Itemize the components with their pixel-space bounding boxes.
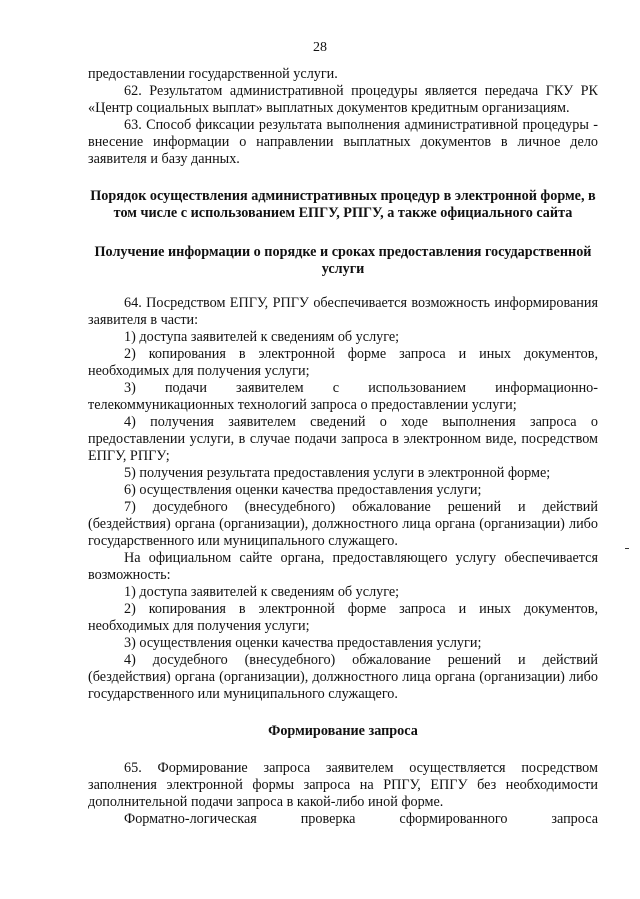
list-item-64-7: 7) досудебного (внесудебного) обжалование решений и действий (бездействия) органа (организации), должностного лица органа (организации) либо государственного или муниципального служащего. [88, 499, 598, 549]
paragraph-64: 64. Посредством ЕПГУ, РПГУ обеспечивается возможность информирования заявителя в части: [88, 295, 598, 328]
paragraph-63: 63. Способ фиксации результата выполнения административной процедуры - внесение информации о направлении выплатных документов в личное дело заявителя и базу данных. [88, 117, 598, 167]
paragraph-65: 65. Формирование запроса заявителем осуществляется посредством заполнения электронной формы запроса на РПГУ, ЕПГУ без необходимости дополнительной подачи запроса в какой-либо иной форме. [88, 760, 598, 810]
paragraph-62: 62. Результатом административной процедуры является передача ГКУ РК «Центр социальных выплат» выплатных документов кредитным организациям. [88, 83, 598, 116]
page-number: 28 [313, 40, 327, 55]
site-item-1: 1) доступа заявителей к сведениям об услуге; [124, 584, 400, 600]
paragraph-official-site: На официальном сайте органа, предоставляющего услугу обеспечивается возможность: [88, 550, 598, 583]
paragraph-continuation: предоставлении государственной услуги. [88, 66, 338, 82]
site-item-4: 4) досудебного (внесудебного) обжалование решений и действий (бездействия) органа (организации), должностного лица органа (организации) либо государственного или муниципального служащего. [88, 652, 598, 702]
margin-mark [625, 548, 629, 549]
site-item-3: 3) осуществления оценки качества предоставления услуги; [124, 635, 482, 651]
section-heading-electronic-procedures: Порядок осуществления административных процедур в электронной форме, в том числе с использованием ЕПГУ, РПГУ, а также официального сайта [90, 188, 596, 221]
list-item-64-4: 4) получения заявителем сведений о ходе выполнения запроса о предоставлении услуги, в случае подачи запроса в электронном виде, посредством ЕПГУ, РПГУ; [88, 414, 598, 464]
subheading-request-formation: Формирование запроса [268, 723, 418, 739]
list-item-64-5: 5) получения результата предоставления услуги в электронной форме; [124, 465, 551, 481]
document-body [88, 66, 598, 828]
list-item-64-2: 2) копирования в электронной форме запроса и иных документов, необходимых для получения услуги; [88, 346, 598, 379]
paragraph-format-check: Форматно-логическая проверка сформированного запроса [124, 811, 598, 827]
list-item-64-3: 3) подачи заявителем с использованием информационно-телекоммуникационных технологий запроса о предоставлении услуги; [88, 380, 598, 413]
site-item-2: 2) копирования в электронной форме запроса и иных документов, необходимых для получения услуги; [88, 601, 598, 634]
list-item-64-1: 1) доступа заявителей к сведениям об услуге; [124, 329, 400, 345]
list-item-64-6: 6) осуществления оценки качества предоставления услуги; [124, 482, 482, 498]
subheading-information: Получение информации о порядке и сроках предоставления государственной услуги [94, 244, 592, 277]
